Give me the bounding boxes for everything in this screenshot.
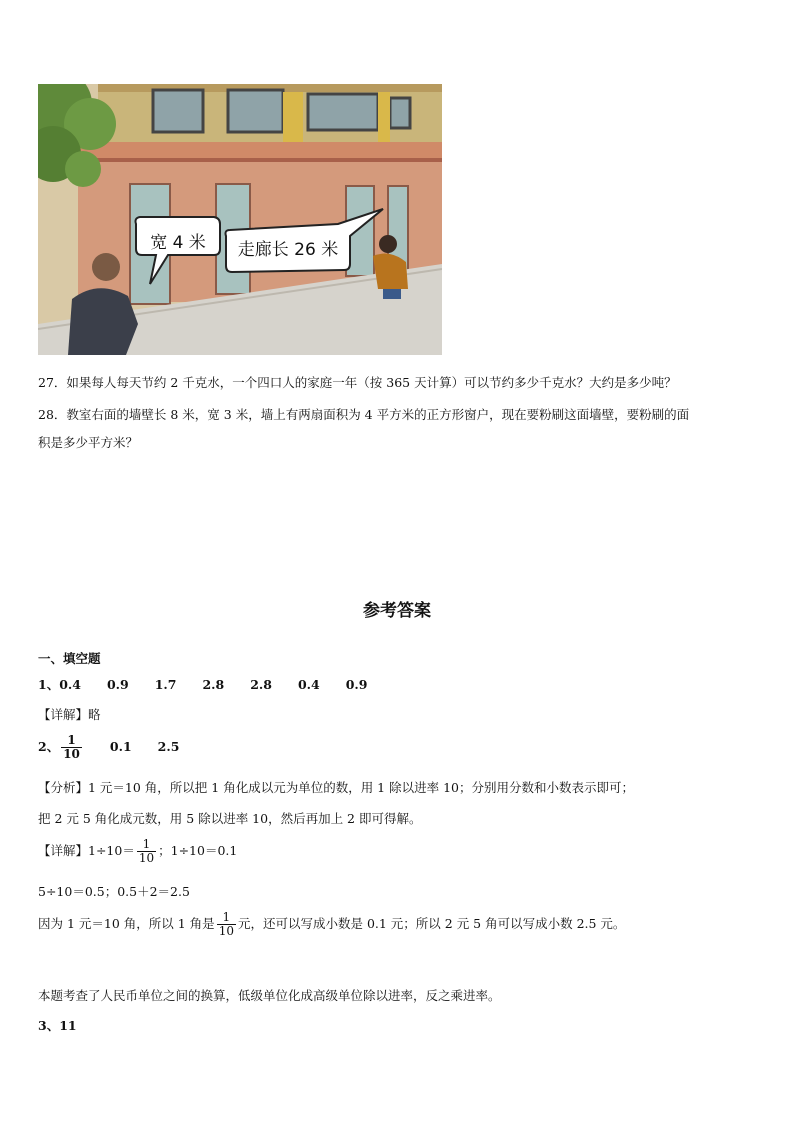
answer-1-detail: 【详解】略 (38, 707, 101, 722)
answer-2-calc: 5÷10＝0.5；0.5＋2＝2.5 (38, 884, 190, 899)
answer-3-value: 11 (59, 1018, 77, 1033)
answer-2-summary: 本题考查了人民币单位之间的换算，低级单位化成高级单位除以进率，反之乘进率。 (38, 988, 501, 1003)
answer-1-value: 0.9 (106, 677, 129, 692)
answer-2-analysis-2: 把 2 元 5 角化成元数，用 5 除以进率 10，然后再加上 2 即可得解。 (38, 811, 422, 826)
corridor-illustration (38, 84, 442, 355)
answer-2-fraction: $\frac{1}{10}$ (63, 733, 80, 761)
section-heading: 一、填空题 (38, 651, 101, 666)
answer-1-value: 1.7 (154, 677, 177, 692)
answer-2-detail: 【详解】1÷10＝ $\frac{1}{10}$ ；1÷10＝0.1 (38, 837, 238, 865)
answer-2-value: 0.1 (109, 739, 132, 754)
answer-3-row (38, 1017, 77, 1035)
question-27: 27．如果每人每天节约 2 千克水，一个四口人的家庭一年（按 365 天计算）可以节约多少千克水？大约是多少吨？ (38, 375, 677, 390)
bubble-right-text: 走廊长 26 米 (237, 240, 339, 260)
answer-2-label: 2、 (38, 739, 60, 754)
answer-2-value: 2.5 (157, 739, 180, 754)
answer-2-analysis-1: 【分析】1 元＝10 角，所以把 1 角化成以元为单位的数，用 1 除以进率 10；分别用分数和小数表示即可； (38, 780, 634, 795)
answer-3-label: 3、 (38, 1018, 60, 1033)
answer-1-value: 0.4 (59, 677, 81, 692)
answer-2-row (38, 734, 179, 761)
answer-1-label: 1、 (38, 677, 60, 692)
answer-1-value: 0.9 (345, 677, 368, 692)
answers-title: 参考答案 (363, 601, 431, 621)
answer-1-value: 0.4 (297, 677, 320, 692)
question-28-line2: 积是多少平方米？ (38, 435, 139, 450)
question-28-line1: 28．教室右面的墙壁长 8 米，宽 3 米，墙上有两扇面积为 4 平方米的正方形窗户，现在要粉刷这面墙壁，要粉刷的面 (38, 407, 690, 422)
answer-1-value: 2.8 (202, 677, 225, 692)
bubble-left-text: 宽 4 米 (150, 233, 206, 253)
detail-fraction: $\frac{1}{10}$ (138, 837, 155, 865)
answer-2-because: 因为 1 元＝10 角，所以 1 角是 $\frac{1}{10}$ 元，还可以写成小数是 0.1 元；所以 2 元 5 角可以写成小数 2.5 元。 (38, 910, 626, 938)
answer-1-value: 2.8 (250, 677, 272, 692)
answer-1-row (38, 676, 367, 694)
because-fraction: $\frac{1}{10}$ (218, 910, 234, 938)
